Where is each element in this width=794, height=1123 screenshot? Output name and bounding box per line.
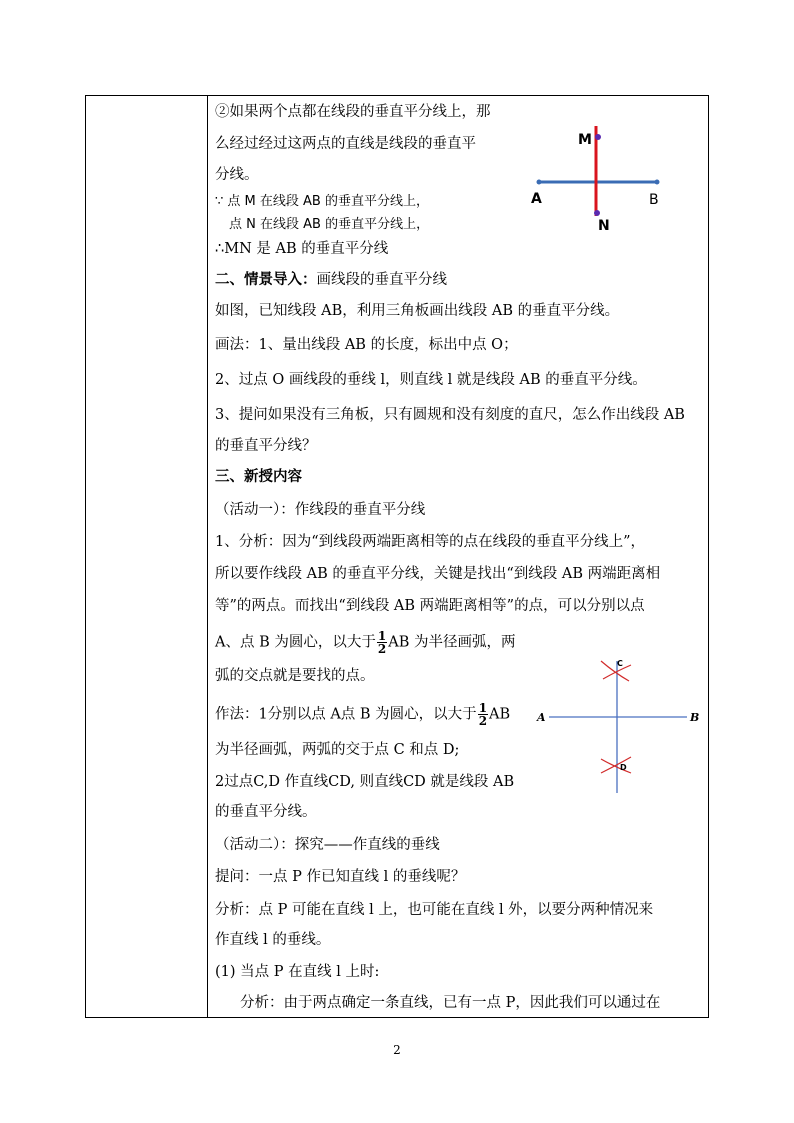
text-segment: 作法：1分别以点 A点 B 为圆心，以大于: [215, 706, 477, 723]
heading-label: 二、情景导入：: [215, 271, 317, 288]
label-d: D: [620, 763, 627, 772]
text-line: （活动二）：探究——作直线的垂线: [215, 837, 440, 853]
text-line: 为半径画弧，两弧的交于点 C 和点 D;: [215, 742, 460, 758]
text-line: (1) 当点 P 在直线 l 上时:: [215, 964, 380, 980]
fraction: [478, 702, 488, 727]
section-heading: [215, 270, 447, 290]
point-m: [595, 134, 601, 140]
text-line: 2、过点 O 画线段的垂线 l，则直线 l 就是线段 AB 的垂直平分线。: [215, 372, 647, 388]
label-a: A: [531, 191, 542, 207]
text-line: ∴MN 是 AB 的垂直平分线: [215, 241, 389, 257]
text-line: 提问：一点 P 作已知直线 l 的垂线呢？: [215, 869, 466, 885]
text-line: 画法：1、量出线段 AB 的长度，标出中点 O；: [215, 337, 518, 353]
fraction-numerator: 1: [377, 629, 387, 643]
text-line: 2过点C,D 作直线CD, 则直线CD 就是线段 AB: [215, 774, 515, 790]
text-line: 分析：由于两点确定一条直线，已有一点 P，因此我们可以通过在: [240, 995, 661, 1011]
heading-text: 画线段的垂直平分线: [316, 272, 447, 288]
text-line: 等”的两点。而找出“到线段 AB 两端距离相等”的点，可以分别以点: [215, 598, 645, 614]
text-line: 作直线 l 的垂线。: [215, 932, 331, 948]
text-line: 弧的交点就是要找的点。: [215, 668, 375, 684]
text-segment: A、点 B 为圆心，以大于: [215, 634, 376, 651]
text-line: 如图，已知线段 AB，利用三角板画出线段 AB 的垂直平分线。: [215, 303, 620, 319]
text-line: ∵ 点 M 在线段 AB 的垂直平分线上，: [215, 194, 429, 209]
text-line: 所以要作线段 AB 的垂直平分线，关键是找出“到线段 AB 两端距离相: [215, 566, 661, 582]
label-m: M: [578, 132, 592, 148]
text-line: 分线。: [215, 167, 259, 183]
section-heading: 三、新授内容: [215, 468, 302, 485]
text-segment: AB: [489, 706, 511, 723]
fraction-denominator: 2: [377, 642, 387, 656]
text-line-with-fraction: [215, 702, 510, 727]
column-divider: [207, 96, 208, 1017]
text-line: 3、提问如果没有三角板，只有圆规和没有刻度的直尺，怎么作出线段 AB: [215, 407, 685, 423]
label-c: C: [617, 659, 623, 668]
page-number: 2: [393, 1043, 401, 1057]
fraction-denominator: 2: [478, 714, 488, 728]
point-a: [537, 180, 542, 185]
text-line-with-fraction: [215, 630, 515, 655]
figure-compass-construction: [535, 655, 705, 795]
fraction: [377, 630, 387, 655]
text-line: 分析：点 P 可能在直线 l 上，也可能在直线 l 外，以要分两种情况来: [215, 902, 654, 918]
text-line: 的垂直平分线？: [215, 438, 317, 454]
label-b: B: [649, 192, 659, 208]
figure-mn-perpendicular: [525, 120, 675, 235]
text-segment: AB 为半径画弧，两: [388, 634, 516, 651]
text-line: 么经过经过这两点的直线是线段的垂直平: [215, 136, 476, 152]
point-b: [655, 180, 660, 185]
text-line: ②如果两个点都在线段的垂直平分线上，那: [215, 104, 491, 120]
label-b: B: [690, 711, 700, 724]
text-line: 1、分析：因为“到线段两端距离相等的点在线段的垂直平分线上”，: [215, 534, 646, 550]
label-a: A: [537, 711, 546, 724]
label-n: N: [598, 218, 610, 234]
text-line: 点 N 在线段 AB 的垂直平分线上，: [229, 217, 430, 232]
point-n: [594, 210, 600, 216]
fraction-numerator: 1: [478, 701, 488, 715]
text-line: 的垂直平分线。: [215, 804, 317, 820]
text-line: （活动一）：作线段的垂直平分线: [215, 502, 426, 518]
